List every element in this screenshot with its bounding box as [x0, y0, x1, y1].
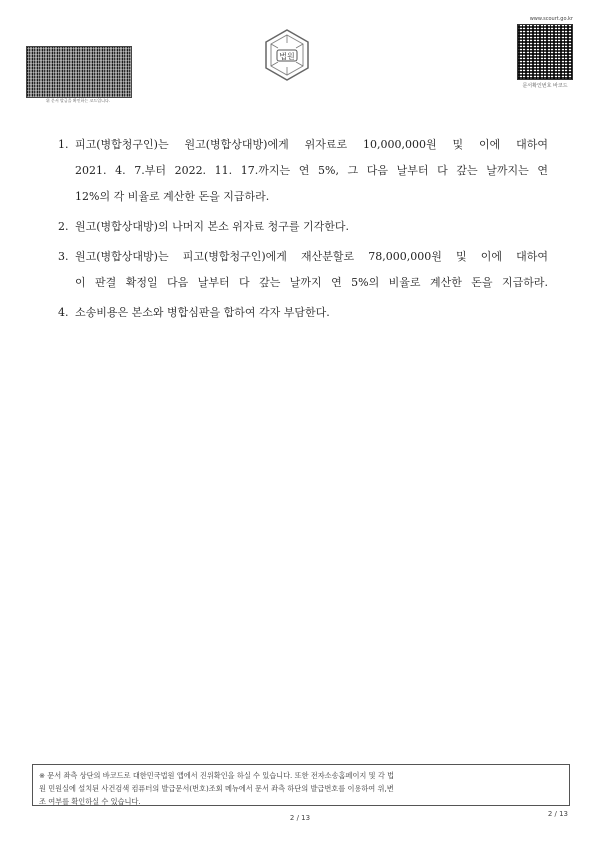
document-barcode: [26, 46, 132, 98]
notice-line: 원 민원실에 설치된 사건검색 컴퓨터의 발급문서(번호)조회 메뉴에서 문서 좌측 하단의 발급번호를 이용하여 위,변: [39, 784, 394, 793]
item-line: 12%의 각 비율로 계산한 돈을 지급하라.: [75, 190, 270, 203]
qr-caption: 문서확인번호 바코드: [522, 83, 568, 89]
verification-notice: [32, 764, 570, 806]
item-number: 1.: [58, 138, 69, 151]
seal-text: 법원: [279, 52, 295, 61]
notice-line: ※ 문서 좌측 상단의 바코드로 대한민국법원 앱에서 진위확인을 하실 수 있습니다. 또한 전자소송홈페이지 및 각 법: [39, 771, 395, 780]
judgment-item-1: [58, 132, 548, 210]
judgment-items: [58, 132, 548, 330]
item-line: 원고(병합상대방)의 나머지 본소 위자료 청구를 기각한다.: [75, 220, 349, 233]
page-number-corner: 2 / 13: [547, 810, 568, 818]
item-number: 3.: [58, 250, 69, 263]
item-line: 2021. 4. 7.부터 2022. 11. 17.까지는 연 5%, 그 다음 날부터 다 갚는 날까지는 연: [75, 164, 548, 177]
item-number: 2.: [58, 220, 69, 233]
verification-qr-code: [517, 24, 573, 80]
qr-site-url: www.scourt.go.kr: [529, 16, 573, 22]
notice-line: 조 여부를 확인하실 수 있습니다.: [39, 797, 141, 806]
item-number: 4.: [58, 306, 69, 319]
item-line: 이 판결 확정일 다음 날부터 다 갚는 날까지 연 5%의 비율로 계산한 돈을 지급하라.: [75, 276, 548, 289]
judgment-item-3: [58, 244, 548, 296]
judgment-item-2: [58, 214, 548, 240]
court-seal-icon: [262, 28, 312, 88]
judgment-item-4: [58, 300, 548, 326]
page-number: 2 / 13: [289, 814, 311, 822]
item-line: 소송비용은 본소와 병합심판을 합하여 각자 부담한다.: [75, 306, 330, 319]
barcode-caption: 위 문서 발급을 확인하는 코드입니다.: [45, 98, 111, 103]
item-line: 원고(병합상대방)는 피고(병합청구인)에게 재산분할로 78,000,000원 및 이에 대하여: [75, 250, 548, 263]
item-line: 피고(병합청구인)는 원고(병합상대방)에게 위자료로 10,000,000원 및 이에 대하여: [75, 138, 548, 151]
